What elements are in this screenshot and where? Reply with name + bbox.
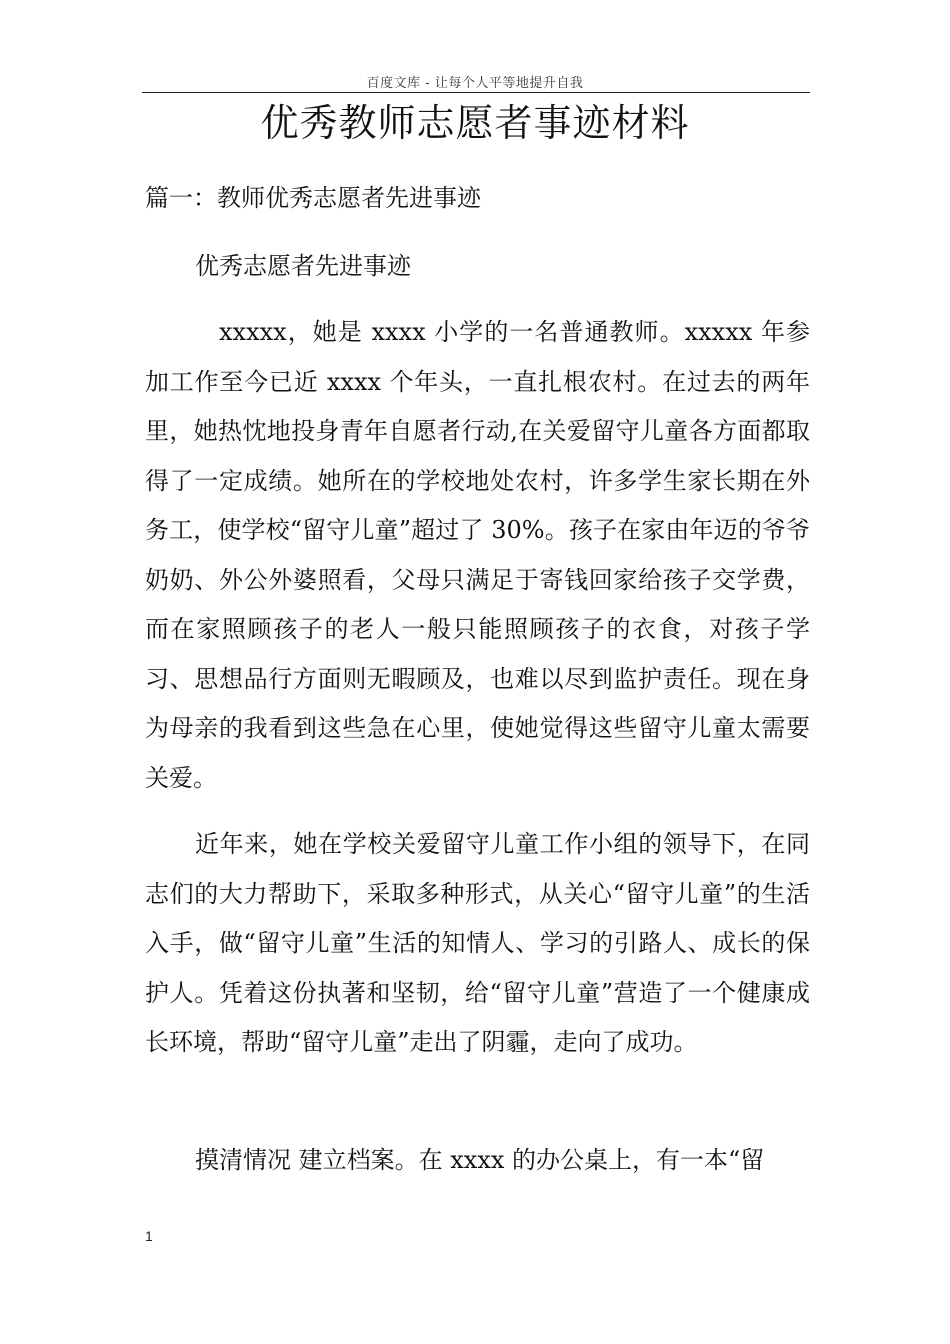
section-heading: 篇一：教师优秀志愿者先进事迹 <box>145 184 481 212</box>
page-header-text: 百度文库 - 让每个人平等地提升自我 <box>366 76 584 91</box>
paragraph-1: xxxxx，她是 xxxx 小学的一名普通教师。xxxxx 年参加工作至今已近 xxxx 个年头，一直扎根农村。在过去的两年里，她热忱地投身青年自愿者行动,在关爱留守儿童各方面都取得了一定成绩。她所在的学校地处农村，许多学生家长期在外务工，使学校“留守儿童”超过了 30%。孩子在家由年迈的爷爷奶奶、外公外婆照看，父母只满足于寄钱回家给孩子交学费，而在家照顾孩子的老人一般只能照顾孩子的衣食，对孩子学习、思想品行方面则无暇顾及，也难以尽到监护责任。现在身为母亲的我看到这些急在心里，使她觉得这些留守儿童太需要关爱。 <box>145 318 810 792</box>
header-divider <box>142 92 810 93</box>
paragraph-2: 近年来，她在学校关爱留守儿童工作小组的领导下，在同志们的大力帮助下，采取多种形式，从关心“留守儿童”的生活入手，做“留守儿童”生活的知情人、学习的引路人、成长的保护人。凭着这份执著和坚韧，给“留守儿童”营造了一个健康成长环境，帮助“留守儿童”走出了阴霾，走向了成功。 <box>145 830 810 1056</box>
page-number: 1 <box>145 1228 153 1244</box>
paragraph-3: 摸清情况 建立档案。在 xxxx 的办公桌上，有一本“留 <box>195 1146 765 1174</box>
document-title: 优秀教师志愿者事迹材料 <box>260 101 690 145</box>
subheading: 优秀志愿者先进事迹 <box>195 252 411 280</box>
